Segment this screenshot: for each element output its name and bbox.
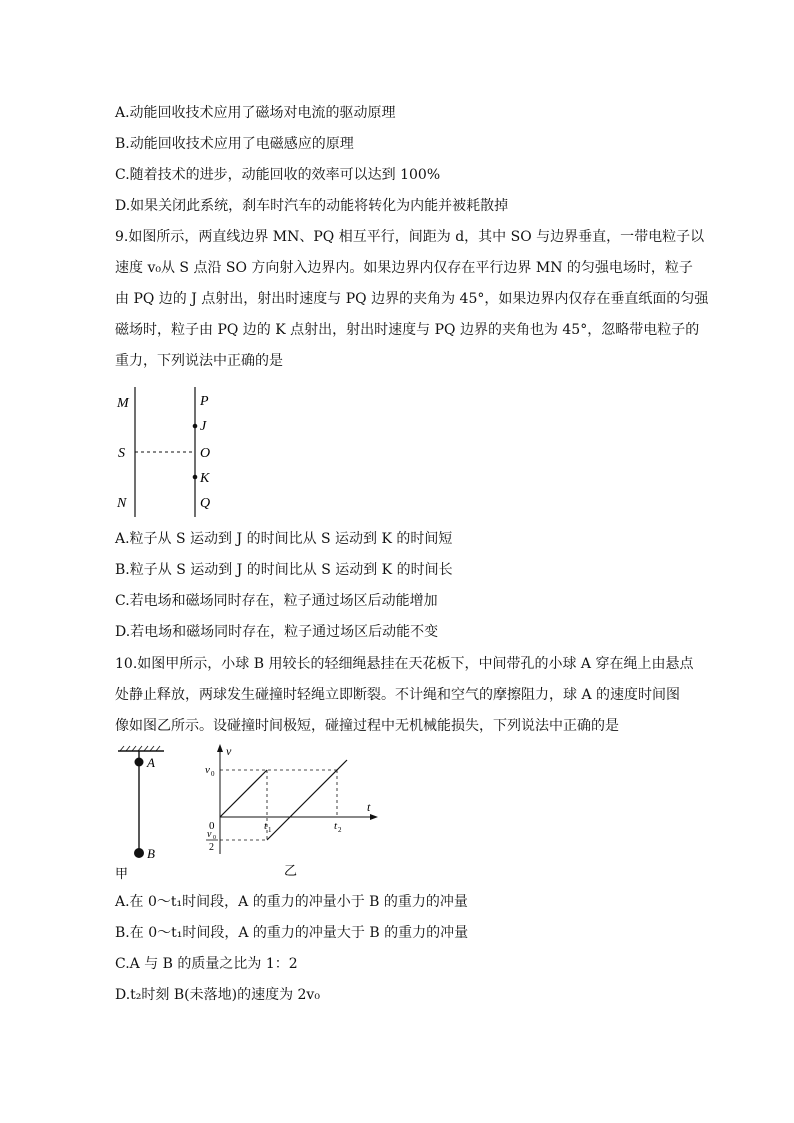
label-neg-num: v [207, 829, 212, 840]
q9-stem-line: 重力，下列说法中正确的是 [115, 353, 283, 369]
t-axis-arrow [370, 814, 378, 820]
q10-stem-line: 像如图乙所示。设碰撞时间极短，碰撞过程中无机械能损失，下列说法中正确的是 [115, 718, 619, 734]
q10-figure-jia [112, 745, 172, 885]
label-origin: 0 [209, 820, 215, 832]
label-t2: t [334, 820, 338, 832]
label-t1: t [264, 820, 268, 832]
label-m: M [117, 396, 129, 411]
label-n: N [117, 496, 127, 511]
q9-stem-line: 磁场时，粒子由 PQ 边的 K 点射出，射出时速度与 PQ 边界的夹角也为 45°，忽略带电粒子的 [115, 322, 700, 338]
v-axis-arrow [217, 744, 223, 752]
label-j: J [200, 419, 207, 434]
axis-v-label: v [226, 744, 232, 758]
prev-option-b: B.动能回收技术应用了电磁感应的原理 [115, 136, 354, 152]
q9-option-d: D.若电场和磁场同时存在，粒子通过场区后动能不变 [115, 624, 439, 640]
label-q: Q [200, 496, 211, 511]
q10-option-d: D.t₂时刻 B(未落地)的速度为 2v₀ [115, 987, 320, 1003]
label-v0-sub: 0 [211, 770, 215, 778]
label-t2-sub: 2 [338, 826, 342, 834]
ball-b [134, 848, 144, 858]
q10-option-b: B.在 0～t₁时间段，A 的重力的冲量大于 B 的重力的冲量 [115, 925, 469, 941]
q10-stem-line: 处静止释放，两球发生碰撞时轻绳立即断裂。不计绳和空气的摩擦阻力，球 A 的速度时间图 [115, 687, 681, 703]
q9-stem-line: 由 PQ 边的 J 点射出，射出时速度与 PQ 边界的夹角为 45°，如果边界内仅存在垂直纸面的匀强 [115, 291, 709, 307]
label-t1-sub: 1 [268, 826, 272, 834]
label-v0: v [205, 764, 210, 776]
q10-stem [115, 649, 694, 742]
q10-option-a: A.在 0～t₁时间段，A 的重力的冲量小于 B 的重力的冲量 [115, 894, 468, 910]
q9-option-b: B.粒子从 S 运动到 J 的时间比从 S 运动到 K 的时间长 [115, 562, 453, 578]
axis-t-label: t [367, 800, 371, 814]
q9-figure [110, 385, 220, 520]
label-neg-den: 2 [209, 842, 214, 853]
label-ball-b: B [147, 846, 155, 861]
label-o: O [200, 446, 211, 461]
q9-stem-line: 速度 v₀从 S 点沿 SO 方向射入边界内。如果边界内仅存在平行边界 MN 的匀强电场时，粒子 [115, 260, 693, 276]
prev-option-a: A.动能回收技术应用了磁场对电流的驱动原理 [115, 105, 396, 121]
q10-stem-line: 10.如图甲所示，小球 B 用较长的轻细绳悬挂在天花板下，中间带孔的小球 A 穿在绳上由悬点 [115, 656, 694, 672]
caption-jia: 甲 [115, 866, 129, 881]
point-k [193, 475, 198, 480]
graph-segment-1 [220, 770, 267, 817]
label-neg-num-sub: 0 [213, 835, 216, 841]
caption-yi: 乙 [284, 863, 298, 878]
label-p: P [200, 394, 209, 409]
q9-option-a: A.粒子从 S 运动到 J 的时间比从 S 运动到 K 的时间短 [115, 531, 453, 547]
q9-stem [115, 222, 709, 377]
label-s: S [118, 446, 125, 461]
prev-option-d: D.如果关闭此系统，刹车时汽车的动能将转化为内能并被耗散掉 [115, 198, 509, 214]
q10-option-c: C.A 与 B 的质量之比为 1：2 [115, 956, 298, 972]
prev-option-c: C.随着技术的进步，动能回收的效率可以达到 100% [115, 167, 441, 183]
q10-figure-yi [195, 742, 390, 882]
q9-option-c: C.若电场和磁场同时存在，粒子通过场区后动能增加 [115, 593, 438, 609]
label-k: K [200, 471, 210, 486]
q9-stem-line: 9.如图所示，两直线边界 MN、PQ 相互平行，间距为 d，其中 SO 与边界垂直，一带电粒子以 [115, 229, 705, 245]
ball-a [135, 758, 144, 767]
point-j [193, 424, 198, 429]
label-ball-a: A [147, 755, 155, 770]
